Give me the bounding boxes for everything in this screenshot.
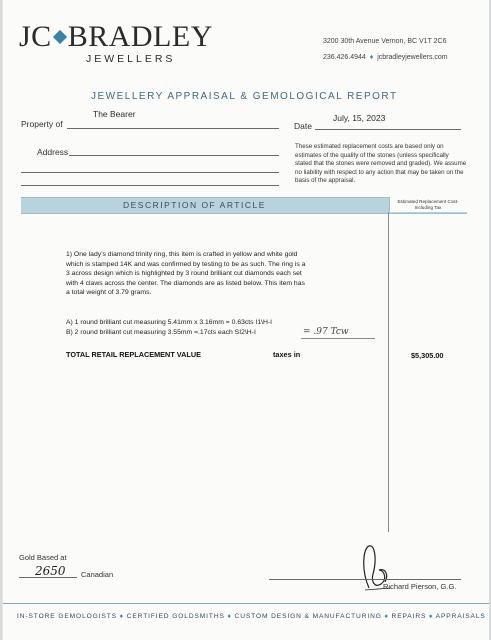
value-column-divider	[388, 212, 389, 532]
diamond-bullet-icon: ♦	[116, 613, 127, 620]
total-value: $5,305.00	[411, 351, 444, 360]
diamond-bullet-icon: ♦	[381, 613, 392, 620]
address-line-3	[21, 185, 279, 186]
report-title: JEWELLERY APPRAISAL & GEMOLOGICAL REPORT	[91, 91, 398, 102]
gold-value: 2650	[35, 564, 66, 578]
date-value: July, 15, 2023	[333, 113, 386, 123]
date-line	[315, 129, 461, 130]
date-label: Date	[294, 121, 312, 131]
brand-subtitle: JEWELLERS	[86, 53, 176, 65]
website: jcbradleyjewellers.com	[377, 54, 448, 61]
property-label: Property of	[21, 119, 63, 129]
footer-divider	[3, 603, 489, 604]
address-line-2	[21, 172, 279, 173]
signatory-name: Richard Pierson, G.G.	[383, 582, 457, 591]
address-label: Address	[37, 147, 69, 157]
property-value: The Bearer	[93, 109, 136, 119]
estimate-header: Estimated Replacement Cost-Including Tax	[397, 199, 459, 210]
disclaimer-text: These estimated replacement costs are based only on estimates of the quality of the stones (unless specifically stated that the stones were removed and graded). We assume no liability with respect to any action that may be taken on the basis of the appraisal.	[295, 143, 467, 185]
gold-currency: Canadian	[81, 570, 114, 579]
brand-logo	[19, 20, 213, 54]
service-custom-design: CUSTOM DESIGN & MANUFACTURING	[234, 613, 382, 620]
logo-text-bradley: BRADLEY	[67, 20, 213, 53]
handwritten-total-carat-note: = .97 Tcw	[303, 327, 349, 337]
diamond-icon	[53, 30, 67, 44]
address-line-1	[69, 155, 279, 156]
logo-text-jc: JC	[19, 20, 52, 53]
service-repairs: REPAIRS	[391, 613, 427, 620]
service-gemologists: IN-STORE GEMOLOGISTS	[17, 613, 117, 620]
taxes-label: taxes in	[273, 350, 301, 359]
article-description: 1) One lady’s diamond trinity ring, this item is crafted in yellow and white gold which is stamped 14K and was confirmed by testing to be as such. The ring is a 3 across design which is highlighted by 3 round brilliant cut diamonds each set with 4 claws across the center. The diamonds are as listed below. This item has a total weight of 3.79 grams.	[66, 251, 306, 297]
diamond-bullet-icon: ♦	[224, 613, 235, 620]
diamond-item-a: A) 1 round brilliant cut measuring 5.41mm x 3.16mm = 0.63cts I1\H-I	[66, 319, 273, 326]
store-contact	[323, 54, 448, 61]
total-label: TOTAL RETAIL REPLACEMENT VALUE	[66, 350, 201, 359]
diamond-bullet-icon: ♦	[367, 54, 376, 61]
service-appraisals: APPRAISALS	[435, 613, 486, 620]
store-address: 3200 30th Avenue Vernon, BC V1T 2C6	[323, 38, 447, 45]
gold-line	[19, 577, 77, 578]
diamond-bullet-icon: ♦	[426, 613, 436, 620]
note-underline	[301, 338, 375, 339]
service-goldsmiths: CERTIFIED GOLDSMITHS	[126, 613, 225, 620]
signature-line	[269, 579, 461, 580]
description-header: DESCRIPTION OF ARTICLE	[123, 200, 266, 210]
property-line	[67, 128, 279, 129]
footer-services	[17, 613, 486, 620]
appraisal-sheet	[2, 0, 489, 640]
phone-number: 236.426.4944	[323, 54, 366, 61]
gold-label: Gold Based at	[19, 553, 67, 562]
diamond-item-b: B) 2 round brilliant cut measuring 3.55mm =.17cts each SI2\H-I	[66, 329, 256, 336]
